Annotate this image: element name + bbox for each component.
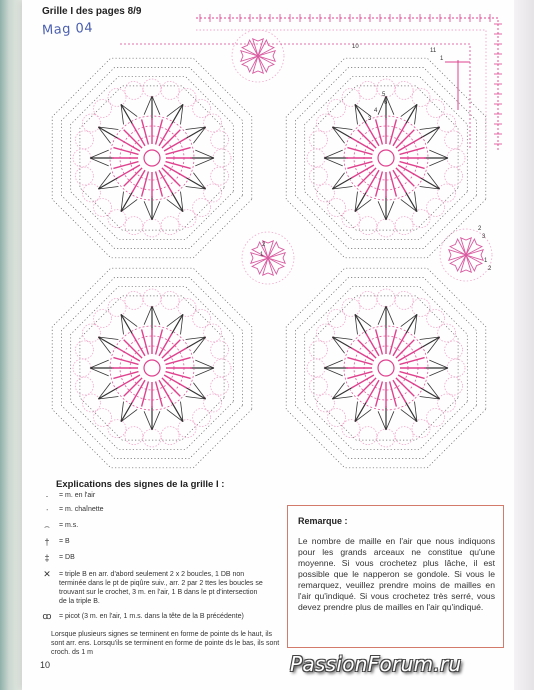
legend-text: = picot (3 m. en l'air, 1 m.s. dans la tête de la B précédente) bbox=[59, 613, 244, 620]
round-number: 3 bbox=[368, 116, 372, 122]
legend-text: = triple B en arr. d'abord seulement 2 x 2 boucles, 1 DB non terminée dans le pt de piqûre suiv., arr. 2 par 2 ttes les boucles se trouvant sur le crochet, 3 m. en l'air, 1 B dans le pt d'intersection de la triple B. bbox=[59, 571, 263, 605]
round-number: 1 bbox=[484, 258, 488, 264]
legend-text: = m.s. bbox=[59, 522, 79, 529]
round-numbers bbox=[260, 44, 492, 272]
round-number: 5 bbox=[382, 92, 386, 98]
picot-icon: ꝏ bbox=[42, 611, 52, 621]
legend-row bbox=[40, 491, 280, 505]
small-motif bbox=[242, 232, 294, 284]
legend-row bbox=[40, 505, 280, 521]
legend-text: = m. chaînette bbox=[59, 506, 104, 513]
large-motif bbox=[286, 58, 486, 258]
legend-row bbox=[40, 537, 280, 553]
double-treble-icon: ‡ bbox=[44, 553, 50, 563]
round-number: 10 bbox=[352, 44, 359, 50]
handwritten-note: Mag 04 bbox=[41, 20, 94, 39]
remark-body: Le nombre de maille en l'air que nous indiquons pour les grands arceaux ne constitue qu'une moyenne. Si vous crochetez plus lâche, il est possible que le napperon se gondole. Si vous le remarquez, veuillez prendre moins de mailles en l'air qu'indiqué. Si vous crochetez très serré, vous devez prendre plus de mailles en l'air qu'indiqué. bbox=[298, 536, 495, 612]
legend-row bbox=[40, 569, 280, 611]
legend-row bbox=[40, 553, 280, 569]
legend-title: Explications des signes de la grille I : bbox=[56, 479, 225, 490]
large-motif bbox=[52, 58, 252, 258]
round-number: 4 bbox=[374, 108, 378, 114]
chain-icon: ᐧ bbox=[45, 505, 49, 515]
small-connector-motifs bbox=[232, 30, 492, 284]
large-motif bbox=[52, 268, 252, 468]
legend-note: Lorsque plusieurs signes se terminent en forme de pointe ds le haut, ils sont arr. ens. Lorsqu'ils se terminent en forme de pointe ds le bas, ils sont croch. ds 1 m bbox=[51, 631, 280, 656]
round-number: 3 bbox=[482, 234, 486, 240]
legend-row bbox=[40, 521, 280, 537]
legend-text: = B bbox=[59, 538, 70, 545]
triple-treble-icon: ✕ bbox=[43, 569, 51, 579]
round-number: 2 bbox=[488, 266, 492, 272]
crochet-motifs bbox=[52, 58, 486, 468]
legend bbox=[40, 491, 280, 629]
round-number: 1 bbox=[440, 56, 444, 62]
round-number: 2 bbox=[262, 242, 266, 248]
edging-border bbox=[120, 14, 502, 150]
legend-text: = m. en l'air bbox=[59, 492, 96, 499]
dot-icon: · bbox=[45, 491, 49, 501]
round-number: 1 bbox=[260, 252, 264, 258]
page-title: Grille I des pages 8/9 bbox=[42, 6, 142, 17]
page-number: 10 bbox=[40, 660, 51, 670]
remark-title: Remarque : bbox=[298, 516, 348, 526]
single-crochet-icon: ⌢ bbox=[44, 521, 50, 531]
half-double-icon: † bbox=[44, 537, 50, 547]
small-motif bbox=[232, 30, 284, 82]
legend-row bbox=[40, 611, 280, 629]
remark-box bbox=[287, 505, 504, 648]
round-number: 2 bbox=[478, 226, 482, 232]
legend-text: = DB bbox=[59, 554, 75, 561]
round-number: 6 bbox=[384, 100, 388, 106]
large-motif bbox=[286, 268, 486, 468]
watermark: PassionForum.ru bbox=[290, 652, 462, 676]
round-number: 11 bbox=[430, 48, 437, 54]
